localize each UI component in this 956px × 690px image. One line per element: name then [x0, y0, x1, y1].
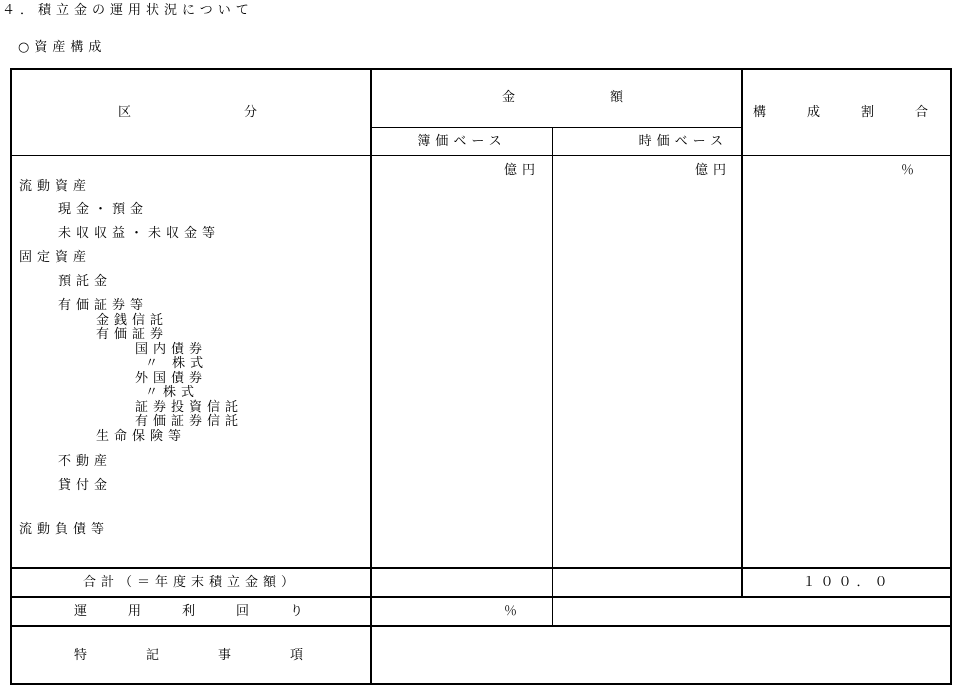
row-label-money-trust: 金銭信託	[96, 313, 169, 328]
notes-label: 特 記 事 項	[73, 648, 308, 663]
yield-row-top-line	[10, 596, 952, 598]
col-divider-4	[552, 568, 553, 596]
col-divider-5	[552, 597, 553, 625]
row-label-investment-trust: 証券投資信託	[135, 400, 244, 415]
col-divider-3	[741, 68, 743, 596]
header-composition-ratio: 構 成 割 合	[753, 105, 934, 120]
header-bottom-line	[10, 155, 952, 156]
row-label-cash-deposits: 現金・預金	[58, 202, 149, 217]
total-row-top-line	[10, 567, 952, 569]
header-subrow-line	[371, 127, 742, 128]
yield-label: 運 用 利 回 り	[73, 604, 308, 619]
row-label-real-estate: 不動産	[58, 454, 113, 469]
row-label-accrued-receivables: 未収収益・未収金等	[58, 226, 221, 241]
row-label-loans: 貸付金	[58, 478, 113, 493]
row-label-securities: 有価証券	[96, 327, 169, 342]
row-label-foreign-stocks: 〃株式	[145, 385, 200, 400]
total-label: 合計（＝年度末積立金額）	[82, 575, 299, 590]
header-amount: 金 額	[502, 90, 629, 105]
row-label-current-liabilities: 流動負債等	[19, 522, 110, 537]
row-label-current-assets: 流動資産	[19, 179, 92, 194]
total-ratio: １００．０	[802, 575, 893, 590]
header-book-value: 簿価ベース	[417, 134, 507, 149]
unit-ratio: ％	[900, 163, 919, 178]
header-market-value: 時価ベース	[638, 134, 728, 149]
row-label-deposits-trust: 預託金	[58, 274, 113, 289]
row-label-securities-etc: 有価証券等	[58, 298, 149, 313]
unit-market: 億円	[694, 163, 731, 178]
col-divider-2	[552, 127, 553, 568]
subsection-heading: ○資産構成	[18, 40, 107, 55]
row-label-foreign-bonds: 外国債券	[135, 371, 208, 386]
row-label-securities-trust: 有価証券信託	[135, 414, 244, 429]
section-heading: ４．積立金の運用状況について	[2, 3, 254, 18]
notes-row-top-line	[10, 625, 952, 627]
yield-unit: ％	[503, 604, 522, 619]
header-category: 区 分	[118, 105, 263, 120]
row-label-domestic-stocks: 〃 株式	[145, 356, 209, 371]
row-label-life-insurance: 生命保険等	[96, 429, 187, 444]
col-divider-1	[370, 68, 372, 685]
row-label-fixed-assets: 固定資産	[19, 250, 92, 265]
unit-book: 億円	[503, 163, 540, 178]
row-label-domestic-bonds: 国内債券	[135, 342, 208, 357]
